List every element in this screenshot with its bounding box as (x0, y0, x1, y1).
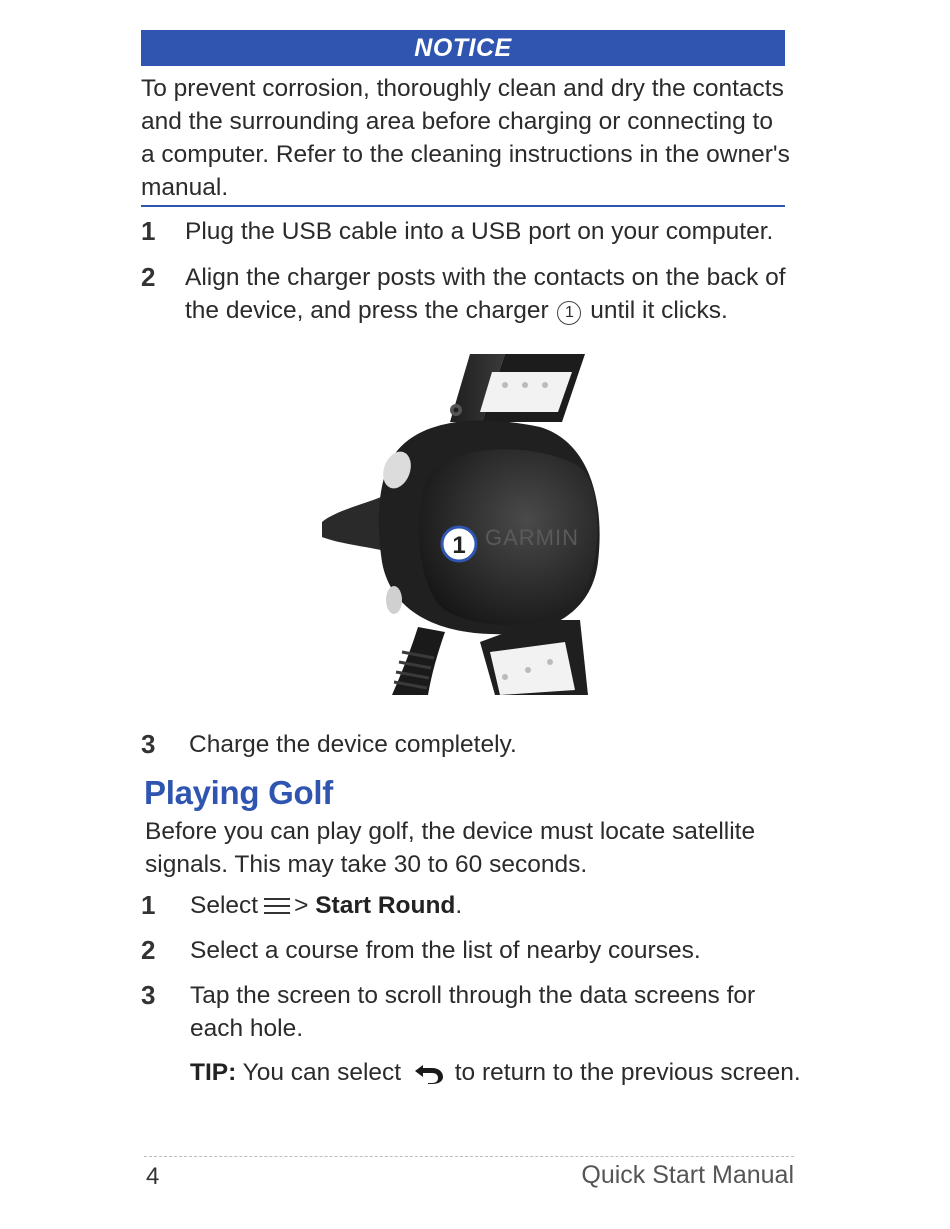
step-text-after: until it clicks. (590, 297, 728, 324)
callout-number: 1 (565, 304, 574, 321)
step-number: 3 (141, 729, 156, 759)
step-text: Tap the screen to scroll through the data screens for each hole. (190, 982, 756, 1042)
section-heading: Playing Golf (144, 774, 333, 811)
tip-text-before: You can select (242, 1059, 402, 1086)
step-text-before: Align the charger posts with the contacts on the back of the device, and press the charger (185, 264, 786, 324)
notice-banner (141, 30, 785, 66)
step-number: 1 (141, 216, 156, 246)
section-intro: Before you can play golf, the device must locate satellite signals. This may take 30 to 60 seconds. (145, 818, 756, 878)
manual-title: Quick Start Manual (581, 1161, 794, 1189)
callout-number: 1 (452, 532, 466, 559)
start-round-label: Start Round (315, 892, 456, 919)
step-number: 3 (141, 980, 156, 1010)
menu-separator: > (294, 892, 309, 919)
callout-marker (557, 301, 581, 325)
footer-divider (144, 1156, 794, 1157)
step-text-before: Select (190, 892, 259, 919)
step-number: 1 (141, 890, 156, 920)
back-icon (414, 1060, 444, 1093)
step-number: 2 (141, 935, 156, 965)
brand-logo: GARMIN (485, 525, 579, 550)
notice-divider (141, 205, 785, 207)
page-number: 4 (146, 1163, 160, 1190)
step-text (185, 261, 795, 327)
charger-illustration (310, 352, 610, 697)
tip-label: TIP: (190, 1059, 237, 1086)
step-text-after: . (455, 892, 463, 919)
step-text (190, 889, 800, 922)
step-text: Charge the device completely. (189, 731, 517, 758)
tip-text-after: to return to the previous screen. (454, 1059, 801, 1086)
menu-icon (264, 896, 290, 916)
tip-note (190, 1056, 810, 1093)
notice-title: NOTICE (414, 34, 512, 62)
step-text: Plug the USB cable into a USB port on your computer. (185, 218, 774, 245)
step-number: 2 (141, 262, 156, 292)
notice-text: To prevent corrosion, thoroughly clean and dry the contacts and the surrounding area before charging or connecting to a computer. Refer to the cleaning instructions in the owner's manual. (141, 75, 790, 201)
step-text: Select a course from the list of nearby courses. (190, 937, 701, 964)
